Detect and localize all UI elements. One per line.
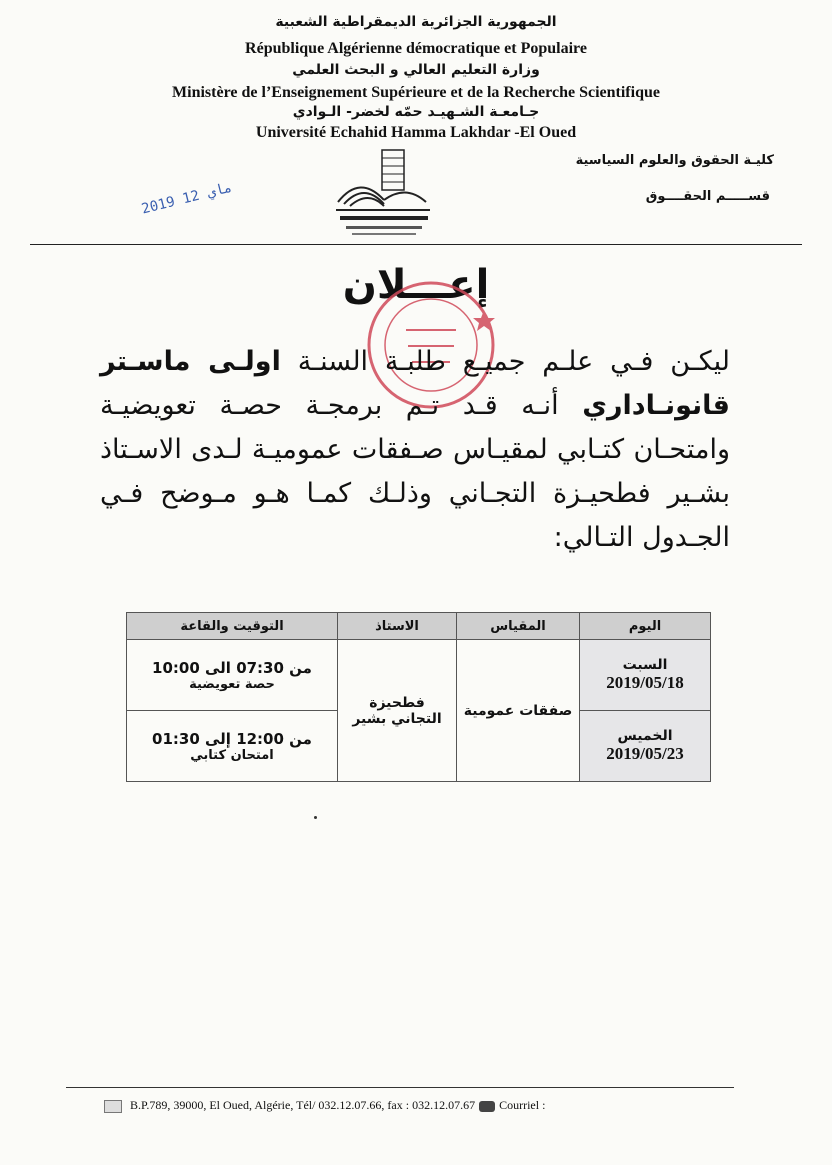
body-text-1: ليكـن فـي علـم جميـع طلبـة السنـة [280,346,730,377]
body-level: اولـى ماسـتر [100,346,281,377]
ministry-ar: وزارة التعليم العالي و البحث العلمي [292,62,540,78]
time-cell [127,711,338,782]
day-cell [580,711,711,782]
header-teacher: الاستاذ [338,613,457,640]
weekday: السبت [622,657,668,673]
body-text-2: أنـه قـد تـم برمجـة حصـة تعويضيـة وامتحـان كتـابي لمقيـاس صـفقات عموميـة لـدى الاسـتاذ بشـير فطحيـزة التجـاني وذلـك كمـا هـو مـوضح فـي الجـدول التـالي: [100,390,730,553]
footer-email-label: Courriel : [499,1098,546,1112]
weekday: الخميس [617,728,673,744]
time-range: من 12:00 إلى 01:30 [152,729,312,748]
header-subject: المقياس [457,613,580,640]
footer-address: B.P.789, 39000, El Oued, Algérie, Tél/ 032.12.07.66, fax : 032.12.07.67 [130,1098,476,1112]
time-cell [127,640,338,711]
header-day: اليوم [580,613,711,640]
header-divider [30,244,802,245]
announcement-body [100,340,730,560]
session-type: امتحان كتابي [190,747,274,763]
table-row [127,640,711,711]
footer [104,1098,545,1113]
teacher-cell: فطحيزة التجاني بشير [338,640,457,782]
address-icon [104,1100,122,1113]
table-header-row [127,613,711,640]
date: 2019/05/23 [606,744,684,763]
university-fr: Université Echahid Hamma Lakhdar -El Oued [255,124,577,141]
announcement-title: إعـــلان [342,262,490,308]
date: 2019/05/18 [606,673,684,692]
university-ar: جـامعـة الشـهيـد حمّه لخضر- الـوادي [292,104,540,120]
time-range: من 07:30 الى 10:00 [152,658,312,677]
header-time-room: التوقيت والقاعة [127,613,338,640]
department-name: قســـــم الحقــــوق [645,189,770,204]
republic-ar: الجمهورية الجزائرية الديمقراطية الشعبية [275,14,557,30]
email-icon [479,1101,495,1112]
ministry-fr: Ministère de l’Enseignement Supérieure et de la Recherche Scientifique [172,84,660,101]
subject-cell: صفقات عمومية [457,640,580,782]
body-specialty: قانونـاداري [582,390,730,421]
stray-mark [314,816,317,819]
footer-divider [66,1087,734,1088]
schedule-table [126,612,711,782]
republic-fr: République Algérienne démocratique et Populaire [245,40,587,57]
day-cell [580,640,711,711]
faculty-name: كليـة الحقوق والعلوم السياسية [575,153,774,168]
session-type: حصة تعويضية [189,676,275,692]
received-date-stamp: 2019 ماي 12 [140,179,234,218]
university-logo [330,144,438,240]
